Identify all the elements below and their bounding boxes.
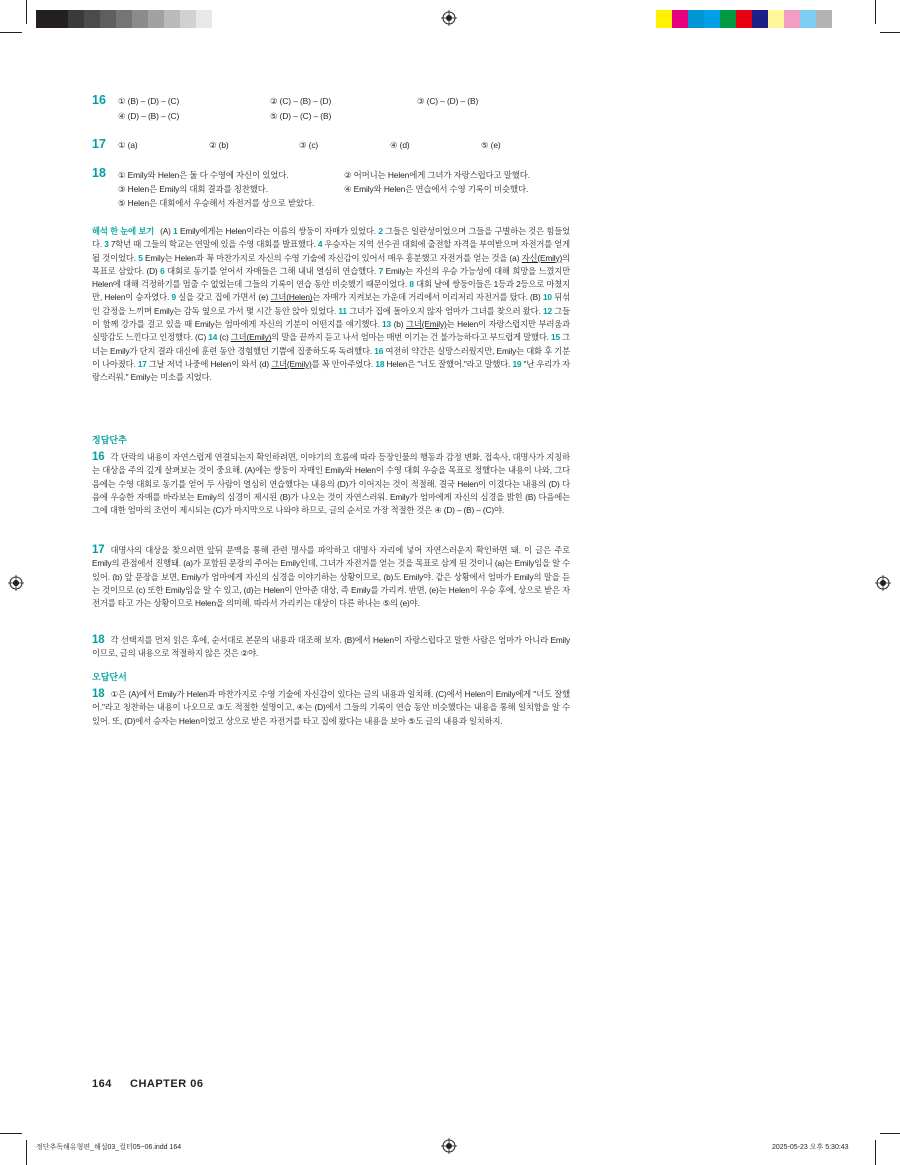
- option: ① Emily와 Helen은 둘 다 수영에 자신이 있었다.: [118, 170, 289, 180]
- question-number: 18: [92, 166, 106, 180]
- color-swatch: [688, 10, 704, 28]
- translation-heading: 해석 한 눈에 보기: [92, 226, 155, 236]
- color-swatch: [164, 10, 180, 28]
- color-swatch: [704, 10, 720, 28]
- color-swatch: [800, 10, 816, 28]
- color-swatch: [148, 10, 164, 28]
- color-swatch: [816, 10, 832, 28]
- color-swatch: [36, 10, 52, 28]
- option: ② (C) – (B) – (D): [270, 96, 332, 106]
- option: ④ (d): [390, 140, 410, 150]
- trim-mark: [875, 1140, 876, 1165]
- option: ⑤ (D) – (C) – (B): [270, 111, 332, 121]
- option: ⑤ Helen은 대회에서 우승해서 자전거를 상으로 받았다.: [118, 198, 315, 208]
- color-swatch: [132, 10, 148, 28]
- chapter-label: CHAPTER 06: [130, 1078, 204, 1090]
- registration-mark-icon: [875, 575, 891, 591]
- color-swatch: [768, 10, 784, 28]
- color-swatch: [52, 10, 68, 28]
- option: ③ (C) – (D) – (B): [417, 96, 479, 106]
- answer-heading: 정답단추: [92, 435, 127, 445]
- wrong-answer-18: 18 ①은 (A)에서 Emily가 Helen과 마찬가지로 수영 기술에 자신감이 있다는 글의 내용과 일치해. (C)에서 Helen이 Emily에게 "너도 잘했어."라고 칭찬하는 내용이 나오므로 ③도 적절한 설명이고, ④는 (D)에서 그들의 기록이 연습 동안 비슷했다는 내용을 통해 일치함을 알 수 있어. 또, (D)에서 승자는 Helen이었고 상으로 받은 자전거를 타고 집에 왔다는 내용을 보아 ⑤도 글의 내용과 일치하지.: [92, 688, 570, 726]
- trim-mark: [26, 1140, 27, 1165]
- explanation-17: 17 대명사의 대상을 찾으려면 앞뒤 문맥을 통해 관련 명사를 파악하고 대명사 자리에 넣어 자연스러운지 확인하면 돼. 이 글은 주로 Emily의 관점에서 진행돼. (a)가 포함된 문장의 주어는 Emily인데, 그녀가 자전거를 얻는 것을 목표로 삼게 된 것이니 (a)는 Emily임을 알 수 있어. (b) 앞 문장을 보면, Emily가 엄마에게 자신의 심경을 이야기하는 상황이므로, (b)도 Emily야. 같은 상황에서 엄마가 Emily의 말을 듣는 것이므로 (c) 또한 Emily임을 알 수 있고, (d)는 Helen이 안아준 대상, 즉 Emily를 가리켜. 반면, (e)는 Helen이 우승 후에, 상으로 받은 자전거를 타고 가는 상황이므로 Helen을 의미해. 따라서 가리키는 대상이 다른 하나는 ⑤의 (e)야.: [92, 544, 570, 609]
- option: ③ (c): [299, 140, 319, 150]
- color-swatch: [720, 10, 736, 28]
- trim-mark: [875, 0, 876, 24]
- explanation-16: 16 각 단락의 내용이 자연스럽게 연결되는지 확인하려면, 이야기의 흐름에 따라 등장인물의 행동과 감정 변화, 접속사, 대명사가 지칭하는 대상을 주의 깊게 살펴보는 것이 중요해. (A)에는 쌍둥이 자매인 Emily와 Helen이 수영 대회 우승을 목표로 정했다는 내용이 나와, 그다음에는 수영 대회로 동기를 얻어 두 사람이 열심히 연습했다는 내용의 (D)가 이어지는 것이 적절해. 결국 Helen이 이겼다는 내용의 (D) 다음에 우승한 자매를 바라보는 Emily의 심경이 제시된 (B)가 나오는 것이 자연스러워. Emily가 엄마에게 자신의 심경을 밝힌 (B) 다음에는 그에 대한 엄마의 조언이 제시되는 (C)가 마지막으로 나와야 하므로, 글의 순서로 가장 적절한 것은 ④ (D) – (B) – (C)야.: [92, 451, 570, 516]
- color-swatch: [656, 10, 672, 28]
- option: ③ Helen은 Emily의 대회 결과를 칭찬했다.: [118, 184, 269, 194]
- slug-filename: 정단추독해유형편_해설03_컬터05~06.indd 164: [36, 1144, 182, 1151]
- registration-mark-icon: [8, 575, 24, 591]
- option: ⑤ (e): [481, 140, 501, 150]
- color-swatch: [68, 10, 84, 28]
- translation-paragraph: 해석 한 눈에 보기 (A) 1 Emily에게는 Helen이라는 이름의 쌍둥이 자매가 있었다. 2 그들은 일란성이었으며 그들을 구별하는 것은 힘들었다. 3 7학년 때 그들의 학교는 연말에 있을 수영 대회를 발표했다. 4 우승자는 지역 선수권 대회에 출전할 자격을 부여받으며 자전거를 얻게 될 것이었다. 5 Emily는 Helen과 꼭 마찬가지로 자신의 수영 기술에 자신감이 있어서 매우 흥분했고 자전거를 얻는 것을 (a) 자신(Emily)의 목표로 삼았다. (D) 6 대회로 동기를 얻어서 자매들은 그해 내내 열심히 연습했다. 7 Emily는 자신의 우승 가능성에 대해 희망을 느꼈지만 Helen에 대해 걱정하기를 멈출 수 없었는데 그들의 기록이 연습 동안 비슷했기 때문이었다. 8 대회 날에 쌍둥이들은 1등과 2등으로 마쳤지만, Helen이 승자였다. 9 실을 갖고 집에 가면서 (e) 그녀(Helen)는 자매가 지켜보는 가운데 거리에서 이리저리 자전거를 탔다. (B) 10 뒤섞인 감정을 느끼며 Emily는 감독 옆으로 가서 몇 시간 동안 앉아 있었다. 11 그녀가 집에 돌아오지 않자 엄마가 그녀를 찾으러 왔다. 12 그들이 함께 강가를 걸고 있을 때 Emily는 엄마에게 자신의 기분이 어떤지를 얘기했다. 13 (b) 그녀(Emily)는 Helen이 자랑스럽지만 부러움과 실망감도 느낀다고 인정했다. (C) 14 (c) 그녀(Emily)의 말을 끝까지 듣고 나서 엄마는 매번 이기는 건 불가능하다고 부드럽게 말했다. 15 그녀는 Emily가 단지 결과 대신에 훈련 동안 경험했던 기쁨에 집중하도록 독려했다. 16 여전히 약간은 실망스러웠지만, Emily는 대화 후 기분이 나아졌다. 17 그날 저녁 나중에 Helen이 와서 (d) 그녀(Emily)를 꼭 안아주었다. 18 Helen은 "너도 잘했어."라고 말했다. 19 "난 우리가 자랑스러워." Emily는 미소를 지었다.: [92, 226, 570, 383]
- trim-mark: [0, 1133, 22, 1134]
- color-swatch: [180, 10, 196, 28]
- color-swatch: [100, 10, 116, 28]
- option: ④ Emily와 Helen은 연습에서 수영 기록이 비슷했다.: [344, 184, 529, 194]
- wrong-answer-heading: 오답단서: [92, 672, 127, 682]
- color-swatch: [752, 10, 768, 28]
- color-swatch: [784, 10, 800, 28]
- color-swatch: [196, 10, 212, 28]
- slug-date: 2025-05-23 오후 5:30:43: [772, 1144, 849, 1151]
- color-swatch: [84, 10, 100, 28]
- option: ① (B) – (D) – (C): [118, 96, 180, 106]
- registration-mark-icon: [441, 10, 457, 26]
- color-swatch: [116, 10, 132, 28]
- question-number: 16: [92, 93, 106, 107]
- question-number: 17: [92, 137, 106, 151]
- trim-mark: [0, 32, 22, 33]
- color-swatch: [672, 10, 688, 28]
- option: ② 어머니는 Helen에게 그녀가 자랑스럽다고 말했다.: [344, 170, 530, 180]
- registration-mark-icon: [441, 1138, 457, 1154]
- page-number: 164: [92, 1078, 112, 1090]
- option: ② (b): [209, 140, 229, 150]
- trim-mark: [880, 1133, 900, 1134]
- grayscale-color-bar: [36, 10, 212, 28]
- explanation-18: 18 각 선택지를 먼저 읽은 후에, 순서대로 본문의 내용과 대조해 보자. (B)에서 Helen이 자랑스럽다고 말한 사람은 엄마가 아니라 Emily이므로, 글의 내용으로 적절하지 않은 것은 ②야.: [92, 634, 570, 659]
- color-swatch: [736, 10, 752, 28]
- trim-mark: [880, 32, 900, 33]
- option: ④ (D) – (B) – (C): [118, 111, 180, 121]
- option: ① (a): [118, 140, 138, 150]
- process-color-bar: [656, 10, 832, 28]
- trim-mark: [26, 0, 27, 24]
